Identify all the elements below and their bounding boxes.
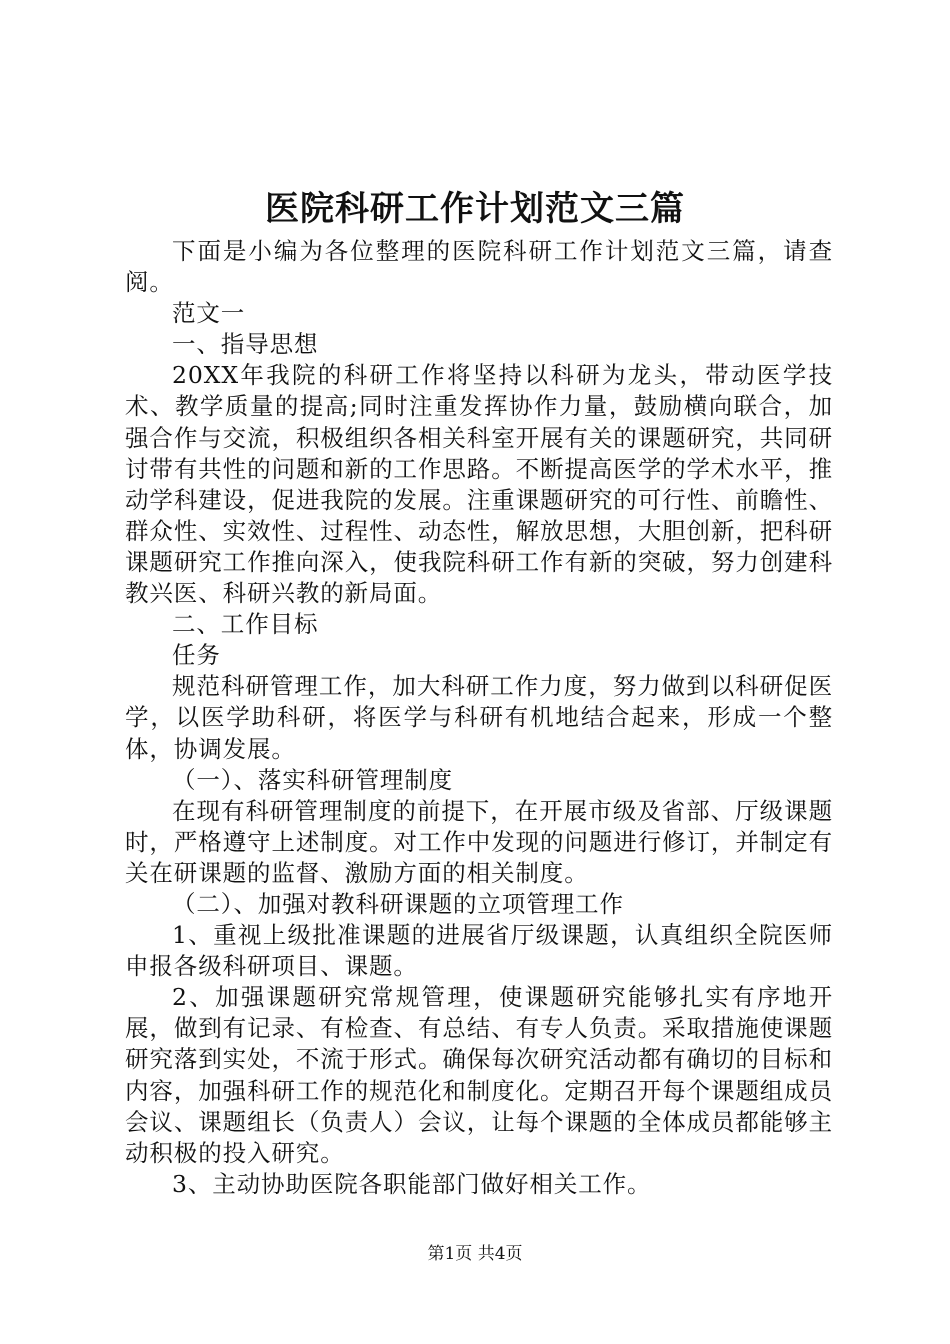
subsection-heading: （二）、加强对教科研课题的立项管理工作: [172, 889, 624, 918]
document-title: 医院科研工作计划范文三篇: [265, 189, 685, 229]
document-body: [125, 236, 833, 1200]
subsection-heading: 任务: [172, 641, 221, 670]
sample-heading: 范文一: [172, 299, 246, 328]
body-paragraph: 规范科研管理工作，加大科研工作力度，努力做到以科研促医学，以医学助科研，将医学与科研有机地结合起来，形成一个整体，协调发展。: [125, 672, 833, 763]
list-item-paragraph: 2、加强课题研究常规管理，使课题研究能够扎实有序地开展，做到有记录、有检查、有总结、有专人负责。采取措施使课题研究落到实处，不流于形式。确保每次研究活动都有确切的目标和内容，加强科研工作的规范化和制度化。定期召开每个课题组成员会议、课题组长（负责人）会议，让每个课题的全体成员都能够主动积极的投入研究。: [125, 983, 833, 1167]
page-number-footer: 第1页 共4页: [427, 1244, 523, 1264]
subsection-heading: （一）、落实科研管理制度: [172, 765, 454, 794]
body-paragraph: 20XX年我院的科研工作将坚持以科研为龙头，带动医学技术、教学质量的提高;同时注重发挥协作力量，鼓励横向联合，加强合作与交流，积极组织各相关科室开展有关的课题研究，共同研讨带有共性的问题和新的工作思路。不断提高医学的学术水平，推动学科建设，促进我院的发展。注重课题研究的可行性、前瞻性、群众性、实效性、过程性、动态性，解放思想，大胆创新，把科研课题研究工作推向深入，使我院科研工作有新的突破，努力创建科教兴医、科研兴教的新局面。: [125, 361, 833, 608]
list-item-paragraph: 3、主动协助医院各职能部门做好相关工作。: [172, 1169, 652, 1198]
list-item-paragraph: 1、重视上级批准课题的进展省厅级课题，认真组织全院医师申报各级科研项目、课题。: [125, 921, 833, 981]
section-heading: 二、工作目标: [172, 610, 319, 639]
intro-paragraph: 下面是小编为各位整理的医院科研工作计划范文三篇，请查阅。: [125, 237, 833, 297]
body-paragraph: 在现有科研管理制度的前提下，在开展市级及省部、厅级课题时，严格遵守上述制度。对工作中发现的问题进行修订，并制定有关在研课题的监督、激励方面的相关制度。: [125, 796, 833, 887]
section-heading: 一、指导思想: [172, 330, 319, 359]
